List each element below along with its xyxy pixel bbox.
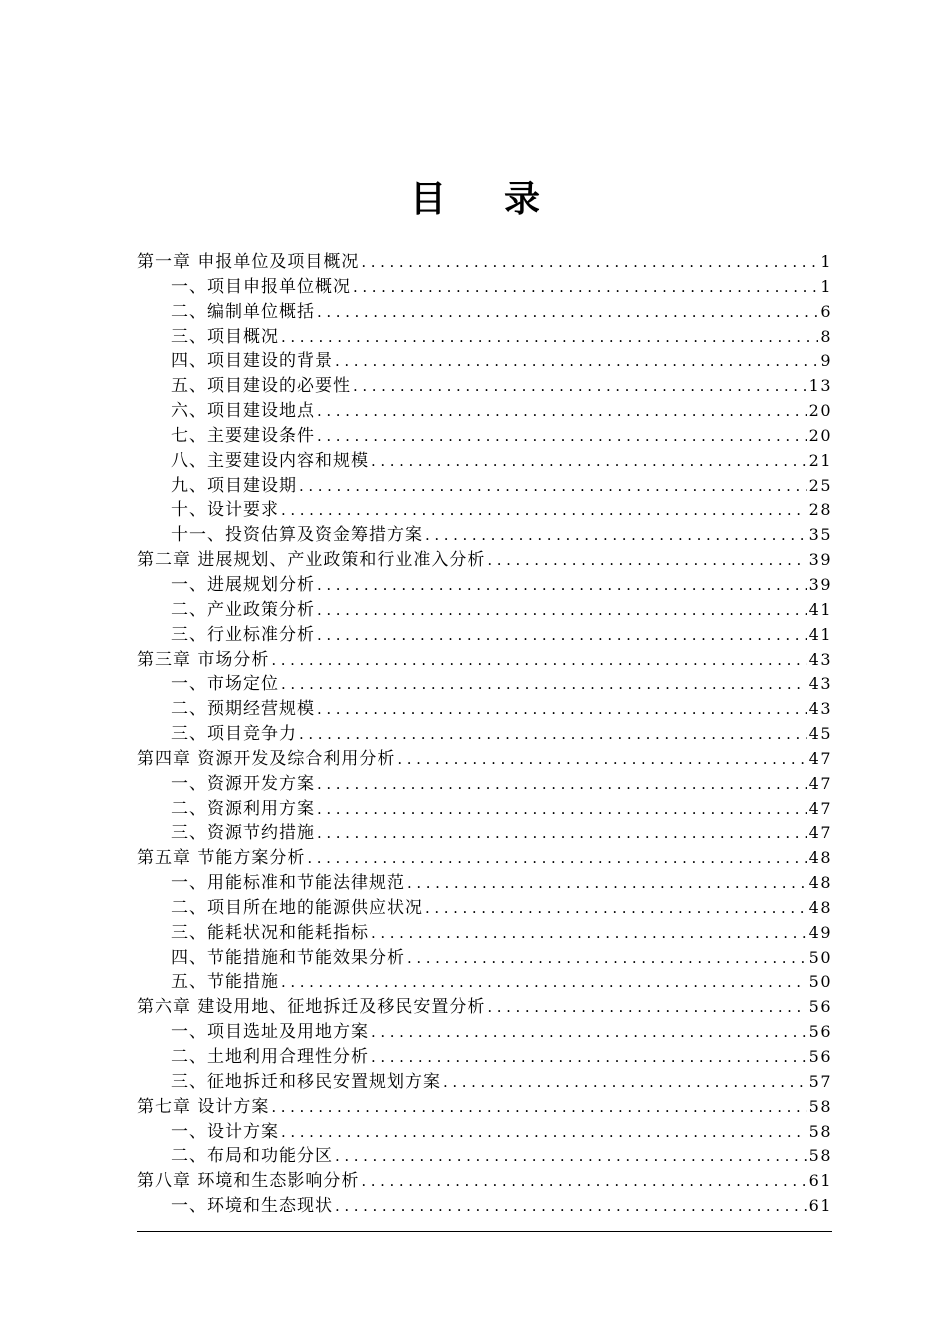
- toc-page-number: 43: [808, 649, 832, 669]
- toc-section-entry[interactable]: [137, 349, 832, 374]
- toc-dot-leader: [361, 1169, 806, 1194]
- toc-entry-title: 一、项目申报单位概况: [171, 276, 351, 297]
- toc-entry-title: 一、资源开发方案: [171, 773, 315, 794]
- toc-dot-leader: [281, 498, 807, 523]
- toc-entry-title: 第二章 进展规划、产业政策和行业准入分析: [137, 550, 486, 571]
- toc-entry-title: 四、节能措施和节能效果分析: [171, 947, 405, 968]
- toc-entry-title: 二、产业政策分析: [171, 599, 315, 620]
- toc-dot-leader: [281, 970, 807, 995]
- toc-dot-leader: [407, 946, 807, 971]
- toc-entry-title: 三、行业标准分析: [171, 624, 315, 645]
- toc-dot-leader: [317, 821, 807, 846]
- toc-section-entry[interactable]: [137, 399, 832, 424]
- toc-dot-leader: [307, 846, 806, 871]
- toc-dot-leader: [371, 921, 807, 946]
- toc-section-entry[interactable]: [137, 1020, 832, 1045]
- toc-dot-leader: [361, 250, 818, 275]
- toc-dot-leader: [371, 1045, 807, 1070]
- toc-chapter-entry[interactable]: [137, 846, 832, 871]
- toc-page-number: 50: [808, 972, 832, 992]
- toc-page-number: 61: [808, 1171, 832, 1191]
- toc-entry-title: 二、预期经营规模: [171, 699, 315, 720]
- toc-entry-title: 八、主要建设内容和规模: [171, 450, 369, 471]
- toc-dot-leader: [281, 672, 807, 697]
- toc-entry-title: 一、用能标准和节能法律规范: [171, 873, 405, 894]
- toc-entry-title: 第七章 设计方案: [137, 1096, 270, 1117]
- toc-section-entry[interactable]: [137, 523, 832, 548]
- toc-section-entry[interactable]: [137, 1144, 832, 1169]
- toc-entry-title: 七、主要建设条件: [171, 425, 315, 446]
- toc-entry-title: 一、市场定位: [171, 674, 279, 695]
- toc-page-number: 47: [808, 798, 832, 818]
- toc-dot-leader: [317, 399, 807, 424]
- toc-section-entry[interactable]: [137, 300, 832, 325]
- toc-section-entry[interactable]: [137, 325, 832, 350]
- toc-entry-title: 四、项目建设的背景: [171, 351, 333, 372]
- toc-section-entry[interactable]: [137, 474, 832, 499]
- toc-chapter-entry[interactable]: [137, 548, 832, 573]
- toc-dot-leader: [271, 648, 806, 673]
- toc-entry-title: 二、土地利用合理性分析: [171, 1047, 369, 1067]
- toc-entry-title: 一、设计方案: [171, 1121, 279, 1142]
- toc-dot-leader: [335, 1194, 807, 1219]
- toc-section-entry[interactable]: [137, 374, 832, 399]
- toc-dot-leader: [317, 424, 807, 449]
- toc-dot-leader: [299, 474, 807, 499]
- toc-page-number: 47: [808, 773, 832, 793]
- toc-page-number: 41: [808, 624, 832, 644]
- toc-section-entry[interactable]: [137, 1045, 832, 1070]
- toc-page-number: 43: [808, 699, 832, 719]
- page-title: 目录: [409, 179, 598, 220]
- toc-section-entry[interactable]: [137, 598, 832, 623]
- toc-dot-leader: [317, 772, 807, 797]
- toc-page-number: 43: [808, 674, 832, 694]
- footer-divider: [137, 1231, 832, 1232]
- toc-page-number: 8: [820, 326, 832, 346]
- toc-page-number: 56: [808, 1047, 832, 1066]
- toc-chapter-entry[interactable]: [137, 1169, 832, 1194]
- toc-section-entry[interactable]: [137, 722, 832, 747]
- toc-section-entry[interactable]: [137, 946, 832, 971]
- toc-page-number: 1: [820, 252, 832, 271]
- toc-chapter-entry[interactable]: [137, 250, 832, 275]
- toc-page-number: 47: [808, 748, 832, 768]
- toc-page-number: 57: [808, 1071, 832, 1091]
- toc-entry-title: 三、征地拆迁和移民安置规划方案: [171, 1071, 441, 1092]
- toc-chapter-entry[interactable]: [137, 747, 832, 772]
- toc-section-entry[interactable]: [137, 498, 832, 523]
- toc-entry-title: 二、项目所在地的能源供应状况: [171, 897, 423, 918]
- toc-section-entry[interactable]: [137, 697, 832, 722]
- toc-section-entry[interactable]: [137, 449, 832, 474]
- toc-page-number: 20: [808, 425, 832, 445]
- toc-dot-leader: [425, 523, 807, 548]
- toc-entry-title: 第六章 建设用地、征地拆迁及移民安置分析: [137, 997, 486, 1018]
- toc-section-entry[interactable]: [137, 970, 832, 995]
- toc-page-number: 48: [808, 897, 832, 917]
- toc-entry-title: 二、编制单位概括: [171, 301, 315, 322]
- toc-entry-title: 第四章 资源开发及综合利用分析: [137, 748, 396, 769]
- toc-chapter-entry[interactable]: [137, 995, 832, 1020]
- toc-dot-leader: [317, 797, 807, 822]
- toc-entry-title: 第三章 市场分析: [137, 649, 270, 670]
- toc-dot-leader: [335, 1144, 807, 1169]
- toc-page-number: 58: [808, 1096, 832, 1116]
- toc-entry-title: 十一、投资估算及资金筹措方案: [171, 525, 423, 546]
- toc-page-number: 47: [808, 823, 832, 843]
- toc-page-number: 25: [808, 475, 832, 495]
- toc-entry-title: 一、环境和生态现状: [171, 1196, 333, 1217]
- toc-chapter-entry[interactable]: [137, 1095, 832, 1120]
- toc-section-entry[interactable]: [137, 1120, 832, 1145]
- toc-dot-leader: [271, 1095, 806, 1120]
- toc-page-number: 20: [808, 401, 832, 421]
- toc-dot-leader: [353, 275, 818, 300]
- toc-dot-leader: [425, 896, 807, 921]
- toc-entry-title: 二、布局和功能分区: [171, 1146, 333, 1167]
- toc-section-entry[interactable]: [137, 871, 832, 896]
- toc-dot-leader: [371, 1020, 807, 1045]
- table-of-contents: [137, 250, 832, 1219]
- toc-page-number: 13: [808, 376, 832, 396]
- toc-section-entry[interactable]: [137, 772, 832, 797]
- toc-entry-title: 五、项目建设的必要性: [171, 376, 351, 397]
- toc-page-number: 48: [808, 848, 832, 868]
- toc-section-entry[interactable]: [137, 896, 832, 921]
- toc-dot-leader: [299, 722, 807, 747]
- toc-entry-title: 三、项目概况: [171, 326, 279, 347]
- toc-page-number: 49: [808, 922, 832, 942]
- toc-page-number: 41: [808, 599, 832, 619]
- toc-entry-title: 三、项目竞争力: [171, 724, 297, 745]
- toc-section-entry[interactable]: [137, 424, 832, 449]
- toc-dot-leader: [407, 871, 807, 896]
- toc-page-number: 58: [808, 1146, 832, 1166]
- toc-section-entry[interactable]: [137, 921, 832, 946]
- toc-section-entry[interactable]: [137, 1070, 832, 1095]
- toc-entry-title: 九、项目建设期: [171, 475, 297, 496]
- toc-page-number: 45: [808, 724, 832, 744]
- toc-dot-leader: [317, 300, 818, 325]
- toc-entry-title: 三、能耗状况和能耗指标: [171, 922, 369, 943]
- toc-section-entry[interactable]: [137, 623, 832, 648]
- toc-dot-leader: [487, 995, 806, 1020]
- toc-entry-title: 第八章 环境和生态影响分析: [137, 1171, 360, 1192]
- toc-section-entry[interactable]: [137, 1194, 832, 1219]
- toc-dot-leader: [317, 573, 807, 598]
- toc-entry-title: 一、项目选址及用地方案: [171, 1022, 369, 1043]
- toc-section-entry[interactable]: [137, 573, 832, 598]
- toc-page-number: 50: [808, 947, 832, 967]
- toc-entry-title: 第一章 申报单位及项目概况: [137, 252, 360, 272]
- toc-entry-title: 十、设计要求: [171, 500, 279, 521]
- toc-dot-leader: [317, 623, 807, 648]
- toc-dot-leader: [281, 1120, 807, 1145]
- toc-dot-leader: [443, 1070, 807, 1095]
- toc-page-number: 58: [808, 1121, 832, 1141]
- toc-entry-title: 六、项目建设地点: [171, 401, 315, 422]
- toc-page-number: 39: [808, 574, 832, 594]
- toc-entry-title: 二、资源利用方案: [171, 798, 315, 819]
- toc-dot-leader: [317, 598, 807, 623]
- toc-page-number: 48: [808, 873, 832, 893]
- toc-entry-title: 三、资源节约措施: [171, 823, 315, 844]
- toc-dot-leader: [317, 697, 807, 722]
- toc-entry-title: 第五章 节能方案分析: [137, 848, 306, 869]
- toc-dot-leader: [353, 374, 807, 399]
- toc-page-number: 28: [808, 500, 832, 520]
- toc-dot-leader: [397, 747, 806, 772]
- toc-dot-leader: [281, 325, 818, 350]
- toc-section-entry[interactable]: [137, 672, 832, 697]
- toc-section-entry[interactable]: [137, 821, 832, 846]
- toc-dot-leader: [487, 548, 806, 573]
- toc-page-number: 35: [808, 525, 832, 545]
- toc-page-number: 56: [808, 1022, 832, 1042]
- toc-page-number: 9: [820, 351, 832, 371]
- toc-page-number: 1: [820, 276, 832, 296]
- toc-entry-title: 一、进展规划分析: [171, 574, 315, 595]
- toc-page-number: 56: [808, 997, 832, 1017]
- toc-page-number: 61: [808, 1196, 832, 1216]
- toc-section-entry[interactable]: [137, 797, 832, 822]
- toc-page-number: 21: [808, 450, 832, 470]
- toc-entry-title: 五、节能措施: [171, 972, 279, 993]
- toc-section-entry[interactable]: [137, 275, 832, 300]
- toc-chapter-entry[interactable]: [137, 648, 832, 673]
- toc-page-number: 6: [820, 301, 832, 321]
- toc-dot-leader: [335, 349, 818, 374]
- toc-page-number: 39: [808, 550, 832, 570]
- toc-dot-leader: [371, 449, 807, 474]
